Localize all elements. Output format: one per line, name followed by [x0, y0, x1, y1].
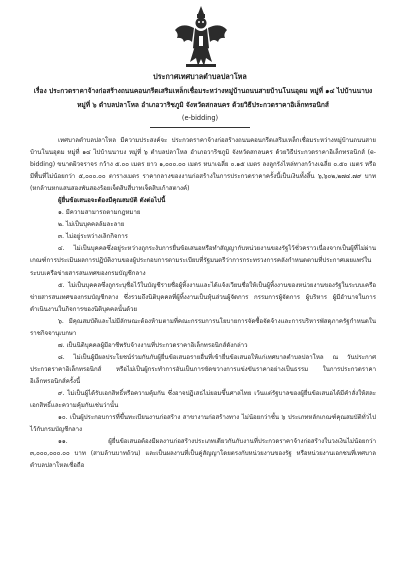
announcement-subject: เรื่อง ประกวดราคาจ้างก่อสร้างถนนคอนกรีตเสริมเหล็กเชื่อมระหว่างหมู่บ้านถนนสายบ้านโนนอุดม หมู่ที่ ๑๔ ไปบ้านนาบง หมู่ที่ ๖ ตำบลปลาโหล อำเภอวาริชภูมิ จังหวัดสกลนคร ด้วยวิธีประกวดราคาอิเล็กทรอนิกส์ [33, 87, 373, 109]
qualification-item: ๒. ไม่เป็นบุคคลล้มละลาย [58, 221, 125, 229]
qualification-item: ๖. มีคุณสมบัติและไม่มีลักษณะต้องห้ามตามที่คณะกรรมการนโยบายการจัดซื้อจัดจ้างและการบริหารพัสดุภาครัฐกำหนดในราชกิจจานุเบกษา [30, 317, 376, 337]
qualification-item: ๑๐. เป็นผู้ประกอบการที่ขึ้นทะเบียนงานก่อสร้าง สาขางานก่อสร้างทาง ไม่น้อยกว่าชั้น ๖ ประเภทหลักเกณฑ์คุณสมบัติทั่วไป ไว้กับกรมบัญชีกลาง [30, 414, 376, 434]
title-divider [150, 127, 250, 128]
qualification-item: ๕. ไม่เป็นบุคคลซึ่งถูกระบุชื่อไว้ในบัญชีรายชื่อผู้ทิ้งงานและได้แจ้งเวียนชื่อให้เป็นผู้ทิ้งงานของหน่วยงานของรัฐในระบบเครือข่ายสารสนเทศของกรมบัญชีกลาง ซึ่งรวมถึงนิติบุคคลที่ผู้ทิ้งงานเป็นหุ้นส่วนผู้จัดการ กรรมการผู้จัดการ ผู้บริหาร ผู้มีอำนาจในการดำเนินงานในกิจการของนิติบุคคลนั้นด้วย [30, 281, 376, 313]
garuda-emblem-icon [172, 4, 230, 70]
qualification-item: ๔. ไม่เป็นบุคคลซึ่งอยู่ระหว่างถูกระงับการยื่นข้อเสนอหรือทำสัญญากับหน่วยงานของรัฐไว้ชั่วคราวเนื่องจากเป็นผู้ที่ไม่ผ่านเกณฑ์การประเมินผลการปฏิบัติงานของผู้ประกอบการตามระเบียบที่รัฐมนตรีว่าการกระทรวงการคลังกำหนดตามที่ประกาศเผยแพร่ในระบบเครือข่ายสารสนเทศของกรมบัญชีกลาง [30, 245, 376, 277]
qualification-item: ๗. เป็นนิติบุคคลผู้มีอาชีพรับจ้างงานที่ประกวดราคาอิเล็กทรอนิกส์ดังกล่าว [58, 341, 248, 349]
qualifications-heading: ผู้ยื่นข้อเสนอจะต้องมีคุณสมบัติ ดังต่อไปนี้ [58, 197, 166, 205]
intro-paragraph: เทศบาลตำบลปลาโหล มีความประสงค์จะ ประกวดราคาจ้างก่อสร้างถนนคอนกรีตเสริมเหล็กเชื่อมระหว่างหมู่บ้านถนนสายบ้านโนนอุดม หมู่ที่ ๑๔ ไปบ้านนาบง หมู่ที่ ๖ ตำบลปลาโหล อำเภอวาริชภูมิ จังหวัดสกลนคร ด้วยวิธีประกวดราคาอิเล็กทรอนิกส์ (e-bidding) ขนาดผิวจราจร กว้าง ๕.๐๐ เมตร ยาว ๑,๐๐๐.๐๐ เมตร หนาเฉลี่ย ๐.๑๕ เมตร ลงลูกรังไหล่ทางกว้างเฉลี่ย ๐.๕๐ เมตร หรือมีพื้นที่ไม่น้อยกว่า ๕,๐๐๐.๐๐ ตารางเมตร ราคากลางของงานก่อสร้างในการประกวดราคาครั้งนี้เป็นเงินทั้งสิ้น ๖,๖๐๒,๒๗๔.๗๙ บาท (หกล้านหกแสนสองพันสองร้อยเจ็ดสิบสี่บาทเจ็ดสิบเก้าสตางค์) [30, 137, 376, 193]
qualification-item: ๘. ไม่เป็นผู้มีผลประโยชน์ร่วมกันกับผู้ยื่นข้อเสนอรายอื่นที่เข้ายื่นข้อเสนอให้แก่เทศบาลตำบลปลาโหล ณ วันประกาศประกวดราคาอิเล็กทรอนิกส์ หรือไม่เป็นผู้กระทำการอันเป็นการขัดขวางการแข่งขันราคาอย่างเป็นธรรม ในการประกวดราคาอิเล็กทรอนิกส์ครั้งนี้ [30, 353, 376, 385]
qualification-item: ๑๑. ผู้ยื่นข้อเสนอต้องมีผลงานก่อสร้างประเภทเดียวกันกับงานที่ประกวดราคาจ้างก่อสร้างในวงเงินไม่น้อยกว่า ๓,๐๐๐,๐๐๐.๐๐ บาท (สามล้านบาทถ้วน) และเป็นผลงานที่เป็นคู่สัญญาโดยตรงกับหน่วยงานของรัฐ หรือหน่วยงานเอกชนที่เทศบาลตำบลปลาโหลเชื่อถือ [30, 438, 376, 470]
announcement-body [30, 135, 376, 472]
qualification-item: ๙. ไม่เป็นผู้ได้รับเอกสิทธิ์หรือความคุ้มกัน ซึ่งอาจปฏิเสธไม่ยอมขึ้นศาลไทย เว้นแต่รัฐบาลของผู้ยื่นข้อเสนอได้มีคำสั่งให้สละเอกสิทธิ์และความคุ้มกันเช่นว่านั้น [30, 389, 376, 410]
qualification-item: ๓. ไม่อยู่ระหว่างเลิกกิจการ [58, 233, 128, 241]
announcement-title: ประกาศเทศบาลตำบลปลาโหล [153, 72, 247, 81]
qualification-item: ๑. มีความสามารถตามกฎหมาย [58, 209, 141, 217]
announcement-subject-suffix: (e-bidding) [181, 114, 219, 122]
